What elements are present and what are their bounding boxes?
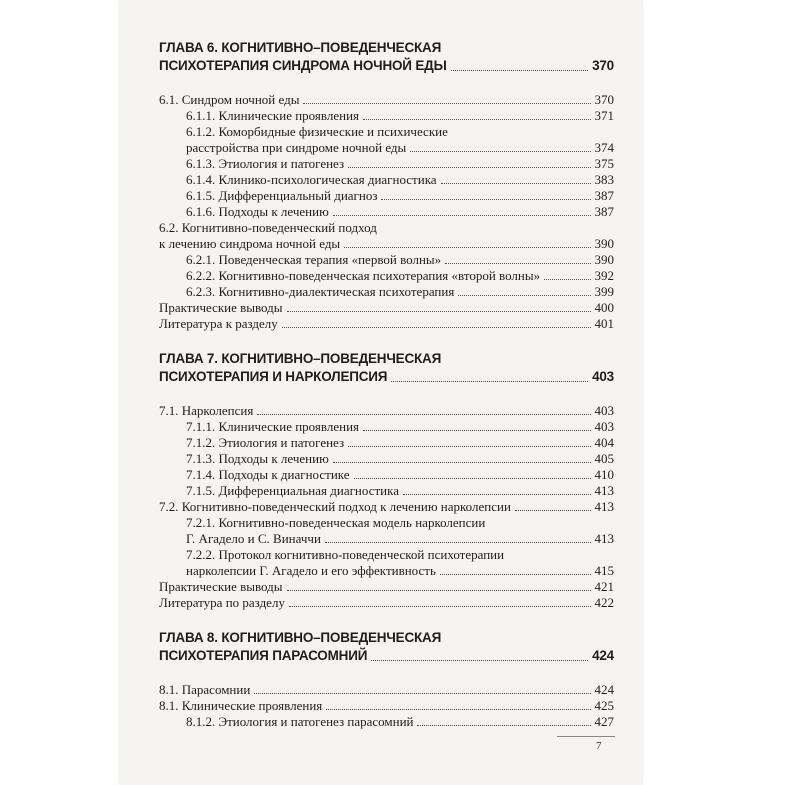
page-ref: 405	[594, 451, 614, 466]
page-ref: 370	[592, 58, 614, 73]
toc-entry	[159, 563, 614, 579]
entry-text-line1: 7.2.2. Протокол когнитивно-поведенческой психотерапии	[186, 547, 505, 562]
entry-text: 7.1.1. Клинические проявления	[186, 419, 360, 434]
page-ref: 424	[592, 648, 614, 663]
dot-leader	[287, 590, 591, 591]
entry-text: 6.2.2. Когнитивно-поведенческая психотерапия «второй волны»	[186, 268, 541, 283]
toc-row	[159, 57, 614, 75]
chapter-title-line2: ПСИХОТЕРАПИЯ И НАРКОЛЕПСИЯ	[159, 369, 388, 384]
page-ref: 404	[594, 435, 614, 450]
entry-text: 6.1. Синдром ночной еды	[159, 92, 300, 107]
page-number: 7	[596, 740, 602, 752]
page-ref: 413	[594, 483, 614, 498]
dot-leader	[544, 279, 590, 280]
entry-text: Практические выводы	[159, 300, 283, 315]
entry-text-line1: 6.2. Когнитивно-поведенческий подход	[159, 220, 377, 235]
dot-leader	[333, 215, 591, 216]
chapter-title-line2: ПСИХОТЕРАПИЯ ПАРАСОМНИЙ	[159, 648, 368, 663]
entry-text: 6.2.1. Поведенческая терапия «первой волны»	[186, 252, 442, 267]
page-ref: 401	[594, 316, 614, 331]
toc-entry	[159, 268, 614, 284]
toc-entry	[159, 284, 614, 300]
entry-text: 6.1.4. Клинико-психологическая диагностика	[186, 172, 437, 187]
page-ref: 422	[594, 595, 614, 610]
dot-leader	[354, 478, 591, 479]
chapter-title-line2: ПСИХОТЕРАПИЯ СИНДРОМА НОЧНОЙ ЕДЫ	[159, 58, 447, 73]
toc-entry	[159, 188, 614, 204]
page-ref: 410	[594, 467, 614, 482]
chapter-title-line1: ГЛАВА 7. КОГНИТИВНО–ПОВЕДЕНЧЕСКАЯ	[159, 351, 442, 366]
page-ref: 413	[594, 531, 614, 546]
dot-leader	[325, 542, 591, 543]
toc-entry	[159, 236, 614, 252]
toc-entry	[159, 204, 614, 220]
dot-leader	[381, 199, 590, 200]
footer-rule	[557, 736, 615, 737]
page-ref: 392	[594, 268, 614, 283]
dot-leader	[282, 327, 591, 328]
toc-entry	[159, 451, 614, 467]
toc-row	[159, 368, 614, 386]
dot-leader	[458, 295, 590, 296]
page-ref: 374	[594, 140, 614, 155]
page-ref: 383	[594, 172, 614, 187]
entry-text: 6.1.1. Клинические проявления	[186, 108, 360, 123]
entry-text: 6.2.3. Когнитивно-диалектическая психотерапия	[186, 284, 455, 299]
entry-text: расстройства при синдроме ночной еды	[186, 140, 407, 155]
dot-leader	[371, 660, 588, 661]
toc-entry	[159, 499, 614, 515]
toc-row	[159, 647, 614, 665]
entry-text-line1: 6.1.2. Коморбидные физические и психические	[186, 124, 448, 139]
page-ref: 399	[594, 284, 614, 299]
page-ref: 415	[594, 563, 614, 578]
toc-entry	[159, 92, 614, 108]
entry-text: 7.2. Когнитивно-поведенческий подход к лечению нарколепсии	[159, 499, 511, 514]
chapter-7-heading	[159, 350, 614, 386]
page-ref: 387	[594, 188, 614, 203]
page-ref: 400	[594, 300, 614, 315]
entry-text: 7.1.4. Подходы к диагностике	[186, 467, 350, 482]
entry-text-line1: 7.2.1. Когнитивно-поведенческая модель нарколепсии	[186, 515, 486, 530]
dot-leader	[451, 70, 588, 71]
entry-text: 8.1.2. Этиология и патогенез парасомний	[186, 714, 414, 729]
page-ref: 425	[594, 698, 614, 713]
chapter-title-line1: ГЛАВА 8. КОГНИТИВНО–ПОВЕДЕНЧЕСКАЯ	[159, 630, 442, 645]
toc-entry	[159, 483, 614, 499]
dot-leader	[348, 446, 590, 447]
page-ref: 413	[594, 499, 614, 514]
entry-text: к лечению синдрома ночной еды	[159, 236, 341, 251]
page-ref: 427	[594, 714, 614, 729]
toc-entry	[159, 467, 614, 483]
toc-entry	[159, 172, 614, 188]
toc-entry	[159, 698, 614, 714]
dot-leader	[287, 311, 591, 312]
entry-text: 7.1.2. Этиология и патогенез	[186, 435, 345, 450]
page-ref: 370	[594, 92, 614, 107]
dot-leader	[303, 103, 590, 104]
table-of-contents	[159, 39, 614, 730]
page-ref: 403	[594, 419, 614, 434]
entry-text: 6.1.5. Дифференциальный диагноз	[186, 188, 378, 203]
toc-entry	[159, 156, 614, 172]
toc-entry	[159, 419, 614, 435]
dot-leader	[289, 606, 591, 607]
dot-leader	[344, 247, 590, 248]
toc-entry	[159, 595, 614, 611]
entry-text: Литература к разделу	[159, 316, 278, 331]
toc-entry	[159, 140, 614, 156]
entry-text: нарколепсии Г. Агадело и его эффективность	[186, 563, 436, 578]
entry-text: 8.1. Парасомнии	[159, 682, 251, 697]
chapter-8-heading	[159, 629, 614, 665]
page-ref: 387	[594, 204, 614, 219]
toc-entry	[159, 108, 614, 124]
toc-entry	[159, 714, 614, 730]
entry-text: 6.1.6. Подходы к лечению	[186, 204, 329, 219]
entry-text: Литература по разделу	[159, 595, 285, 610]
entry-text: 8.1. Клинические проявления	[159, 698, 323, 713]
toc-entry	[159, 316, 614, 332]
dot-leader	[363, 430, 590, 431]
dot-leader	[348, 167, 590, 168]
dot-leader	[391, 381, 588, 382]
page-ref: 390	[594, 236, 614, 251]
toc-entry	[159, 403, 614, 419]
toc-entry	[159, 682, 614, 698]
dot-leader	[440, 574, 591, 575]
entry-text: 7.1.3. Подходы к лечению	[186, 451, 329, 466]
dot-leader	[417, 725, 590, 726]
page-ref: 421	[594, 579, 614, 594]
page-ref: 424	[594, 682, 614, 697]
page-ref: 403	[594, 403, 614, 418]
dot-leader	[403, 494, 590, 495]
chapter-6-heading	[159, 39, 614, 75]
entry-text: Г. Агадело и С. Виначчи	[186, 531, 321, 546]
toc-entry	[159, 300, 614, 316]
dot-leader	[410, 151, 590, 152]
toc-entry	[159, 435, 614, 451]
dot-leader	[333, 462, 591, 463]
dot-leader	[515, 510, 591, 511]
entry-text: 7.1.5. Дифференциальная диагностика	[186, 483, 400, 498]
toc-entry	[159, 579, 614, 595]
toc-entry	[159, 531, 614, 547]
dot-leader	[363, 119, 590, 120]
page-ref: 371	[594, 108, 614, 123]
entry-text: Практические выводы	[159, 579, 283, 594]
page-ref: 375	[594, 156, 614, 171]
dot-leader	[326, 709, 590, 710]
dot-leader	[254, 693, 590, 694]
chapter-title-line1: ГЛАВА 6. КОГНИТИВНО–ПОВЕДЕНЧЕСКАЯ	[159, 40, 442, 55]
entry-text: 6.1.3. Этиология и патогенез	[186, 156, 345, 171]
dot-leader	[441, 183, 591, 184]
dot-leader	[445, 263, 590, 264]
page-ref: 390	[594, 252, 614, 267]
book-page	[120, 0, 642, 785]
toc-entry	[159, 252, 614, 268]
dot-leader	[257, 414, 590, 415]
entry-text: 7.1. Нарколепсия	[159, 403, 254, 418]
page-ref: 403	[592, 369, 614, 384]
